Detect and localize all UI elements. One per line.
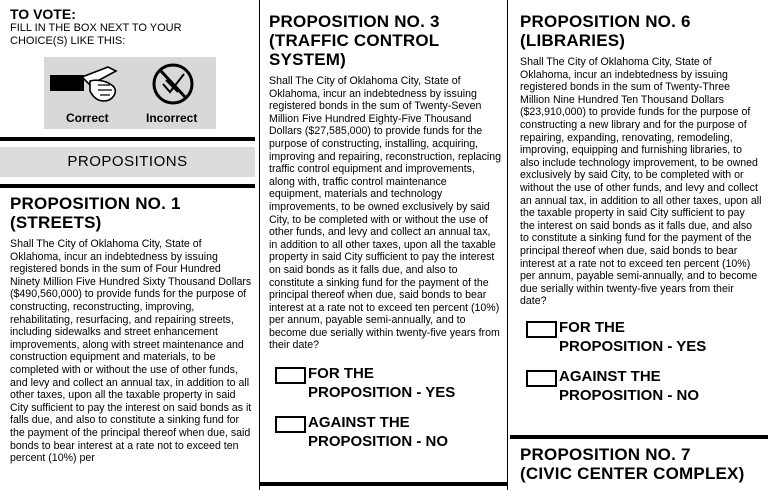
- vote-checkbox-yes[interactable]: [275, 367, 306, 384]
- proposition-subtitle: (CIVIC CENTER COMPLEX): [520, 464, 745, 483]
- ballot-column-3: [510, 0, 768, 490]
- proposition-title: PROPOSITION NO. 7: [520, 445, 691, 464]
- divider: [260, 482, 507, 486]
- marking-example: [44, 57, 216, 129]
- proposition-title: PROPOSITION NO. 3: [269, 12, 440, 31]
- proposition-body: Shall The City of Oklahoma City, State of Oklahoma, incur an indebtedness by issuing registered bonds in the sum of Twenty-Seven Million Five Hundred Eighty-Five Thousand Dollars ($27,585,000) to provide funds for the purpose of constructing, installing, acquiring, improving and repairing, reconstruction, replacing traffic control equipment and improvements, along with, traffic control maintenance equipment, materials and technology improvements, to be owned exclusively by said City, to be completed with or without the use of other funds, and levy and collect an annual tax, in addition to all other taxes, upon all the taxable property in said City sufficient to pay the interest on said bonds as it falls due, and also to constitute a sinking fund for the payment of the principal thereof when due, said bonds to bear interest at a rate not to exceed ten percent (10%) per annum, payable semi-annually, and to become due serially within twenty-five years from their date?: [269, 75, 502, 352]
- proposition-subtitle: (LIBRARIES): [520, 31, 626, 50]
- vote-option-yes[interactable]: [520, 318, 762, 358]
- proposition-7: [520, 445, 764, 483]
- section-header: PROPOSITIONS: [0, 147, 255, 177]
- vote-option-label: FOR THE PROPOSITION - YES: [308, 365, 456, 402]
- vote-checkbox-no[interactable]: [275, 416, 306, 433]
- prohibited-checkmark-icon: [148, 60, 198, 110]
- vote-option-label: AGAINST THE PROPOSITION - NO: [559, 367, 700, 404]
- vote-checkbox-no[interactable]: [526, 370, 557, 387]
- vote-option-yes[interactable]: [269, 364, 501, 404]
- divider: [510, 435, 768, 439]
- proposition-title: PROPOSITION NO. 6: [520, 12, 691, 31]
- proposition-3: [269, 12, 501, 453]
- incorrect-label: Incorrect: [146, 111, 198, 125]
- proposition-subtitle: (STREETS): [10, 213, 102, 232]
- ballot-column-2: [259, 0, 508, 490]
- proposition-6: [520, 12, 762, 407]
- proposition-title: PROPOSITION NO. 1: [10, 194, 181, 213]
- vote-option-no[interactable]: [269, 413, 501, 453]
- instructions-title: TO VOTE:: [10, 6, 76, 22]
- pen-filling-box-icon: [46, 61, 126, 111]
- proposition-body: Shall The City of Oklahoma City, State of Oklahoma, incur an indebtedness by issuing registered bonds in the sum of Four Hundred Ninety Million Five Hundred Sixty Thousand Dollars ($490,560,000) to provide funds for the purpose of constructing, reconstructing, improving, rehabilitating, resurfacing, and repairing streets, including sidewalks and street enhancement improvements, along with street maintenance and construction equipment and materials, to be completed with or without the use of other funds, and levy and collect an annual tax, in addition to all other taxes, upon all the taxable property in said City sufficient to pay the interest on said bonds as it falls due, and also to constitute a sinking fund for the payment of the principal thereof when due, said bonds to bear interest at a rate not to exceed ten percent (10%) per: [10, 238, 252, 465]
- ballot-column-1: [0, 0, 255, 490]
- vote-option-label: AGAINST THE PROPOSITION - NO: [308, 414, 449, 451]
- proposition-subtitle: SYSTEM): [269, 50, 346, 69]
- proposition-1: [10, 194, 253, 465]
- vote-option-no[interactable]: [520, 367, 762, 407]
- divider: [0, 184, 255, 188]
- correct-label: Correct: [66, 111, 109, 125]
- divider: [0, 137, 255, 141]
- proposition-subtitle: (TRAFFIC CONTROL: [269, 31, 440, 50]
- proposition-body: Shall The City of Oklahoma City, State of Oklahoma, incur an indebtedness by issuing registered bonds in the sum of Twenty-Three Million Nine Hundred Ten Thousand Dollars ($23,910,000) to provide funds for the purpose of constructing a new library and for the purpose of repairing, expanding, renovating, remodeling, improving, equipping and furnishing libraries, to also include technology improvement, to be owned exclusively by said City, to be completed with or without the use of other funds, and levy and collect an annual tax, in addition to all other taxes, upon all the taxable property in said City sufficient to pay the interest on said bonds as it falls due, and also to constitute a sinking fund for the payment of the principal thereof when due, said bonds to bear interest at a rate not to exceed ten percent (10%) per annum, payable semi-annually, and to become due serially within twenty-five years from their date?: [520, 56, 762, 308]
- vote-checkbox-yes[interactable]: [526, 321, 557, 338]
- vote-option-label: FOR THE PROPOSITION - YES: [559, 318, 707, 355]
- instructions-text: FILL IN THE BOX NEXT TO YOUR CHOICE(S) LIKE THIS:: [10, 22, 182, 47]
